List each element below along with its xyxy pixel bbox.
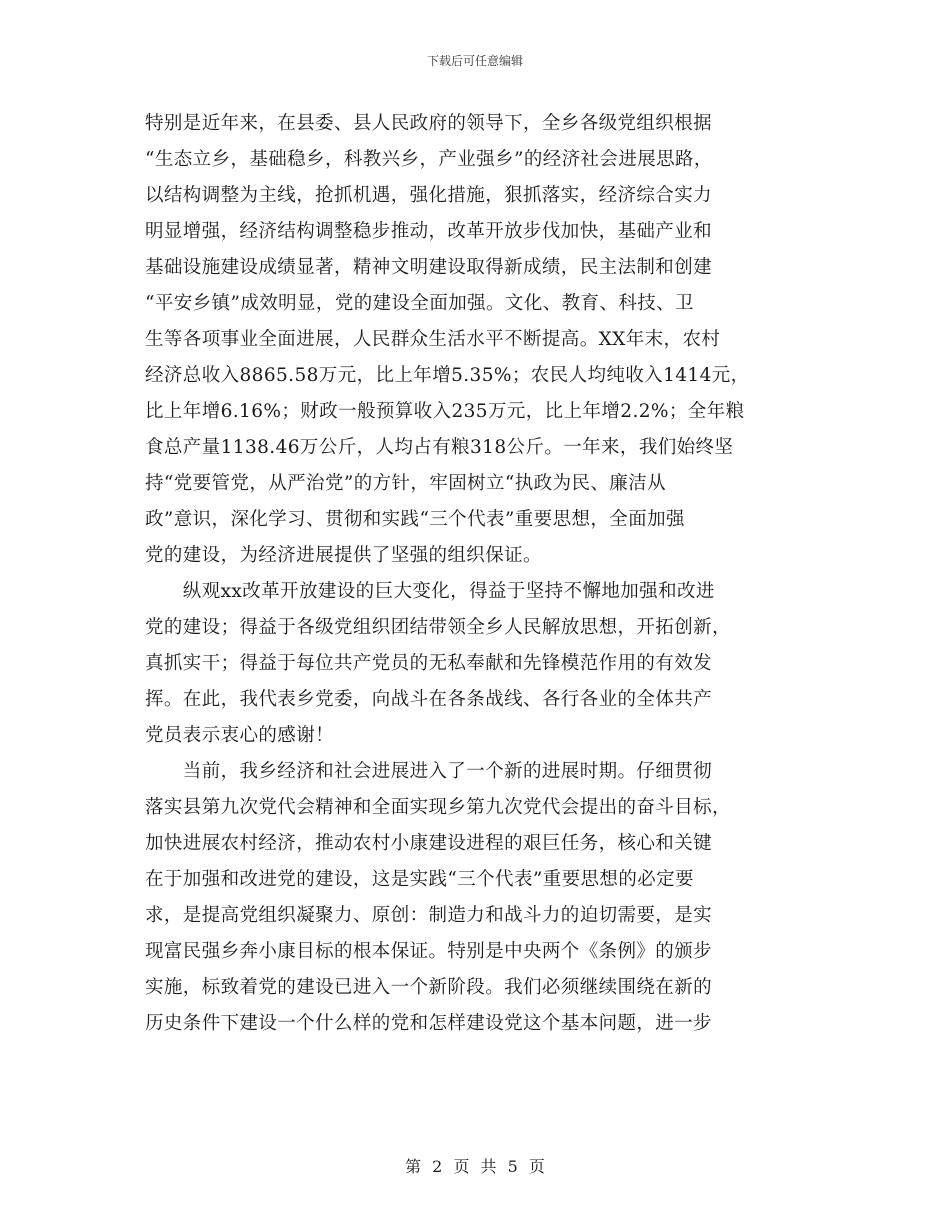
document-body — [145, 106, 805, 1042]
text-line: 求，是提高党组织凝聚力、原创：制造力和战斗力的迫切需要，是实 — [145, 905, 713, 926]
text-line: “平安乡镇”成效明显，党的建设全面加强。文化、教育、科技、卫 — [145, 293, 694, 314]
text-line: 党的建设，为经济进展提供了坚强的组织保证。 — [145, 545, 542, 566]
text-line: 生等各项事业全面进展，人民群众生活水平不断提高。XX年末，农村 — [145, 329, 721, 350]
text-line: 党的建设；得益于各级党组织团结带领全乡人民解放思想，开拓创新， — [145, 617, 731, 638]
text-line: 以结构调整为主线，抢抓机遇，强化措施，狠抓落实，经济综合实力 — [145, 185, 713, 206]
text-line: 纵观xx改革开放建设的巨大变化，得益于坚持不懈地加强和改进 — [145, 581, 715, 602]
text-line: 现富民强乡奔小康目标的根本保证。特别是中央两个《条例》的颁步 — [145, 941, 713, 962]
text-line: 当前，我乡经济和社会进展进入了一个新的进展时期。仔细贯彻 — [145, 761, 713, 782]
page-number-footer: 第 2 页 共 5 页 — [405, 1157, 545, 1176]
text-line: 加快进展农村经济，推动农村小康建设进程的艰巨任务，核心和关键 — [145, 833, 713, 854]
text-line: 实施，标致着党的建设已进入一个新阶段。我们必须继续围绕在新的 — [145, 977, 713, 998]
text-line: 特别是近年来，在县委、县人民政府的领导下，全乡各级党组织根据 — [145, 113, 713, 134]
text-line: 比上年增6.16%；财政一般预算收入235万元，比上年增2.2%；全年粮 — [145, 401, 745, 422]
text-line: 在于加强和改进党的建设，这是实践“三个代表”重要思想的必定要 — [145, 869, 694, 890]
text-line: 历史条件下建设一个什么样的党和怎样建设党这个基本问题，进一步 — [145, 1013, 713, 1034]
text-line: 持“党要管党，从严治党”的方针，牢固树立“执政为民、廉洁从 — [145, 473, 666, 494]
text-line: 经济总收入8865.58万元，比上年增5.35%；农民人均纯收入1414元， — [145, 365, 750, 386]
text-line: 食总产量1138.46万公斤，人均占有粮318公斤。一年来，我们始终坚 — [145, 437, 734, 458]
text-line: 基础设施建设成绩显著，精神文明建设取得新成绩，民主法制和创建 — [145, 257, 713, 278]
text-line: 真抓实干；得益于每位共产党员的无私奉献和先锋模范作用的有效发 — [145, 653, 713, 674]
text-line: 落实县第九次党代会精神和全面实现乡第九次党代会提出的奋斗目标， — [145, 797, 731, 818]
text-line: “生态立乡，基础稳乡，科教兴乡，产业强乡”的经济社会进展思路， — [145, 149, 713, 170]
text-line: 党员表示衷心的感谢！ — [145, 725, 335, 746]
text-line: 政”意识，深化学习、贯彻和实践“三个代表”重要思想，全面加强 — [145, 509, 685, 530]
page-header: 下载后可任意编辑 — [426, 54, 523, 68]
text-line: 明显增强，经济结构调整稳步推动，改革开放步伐加快，基础产业和 — [145, 221, 713, 242]
text-line: 挥。在此，我代表乡党委，向战斗在各条战线、各行各业的全体共产 — [145, 689, 713, 710]
